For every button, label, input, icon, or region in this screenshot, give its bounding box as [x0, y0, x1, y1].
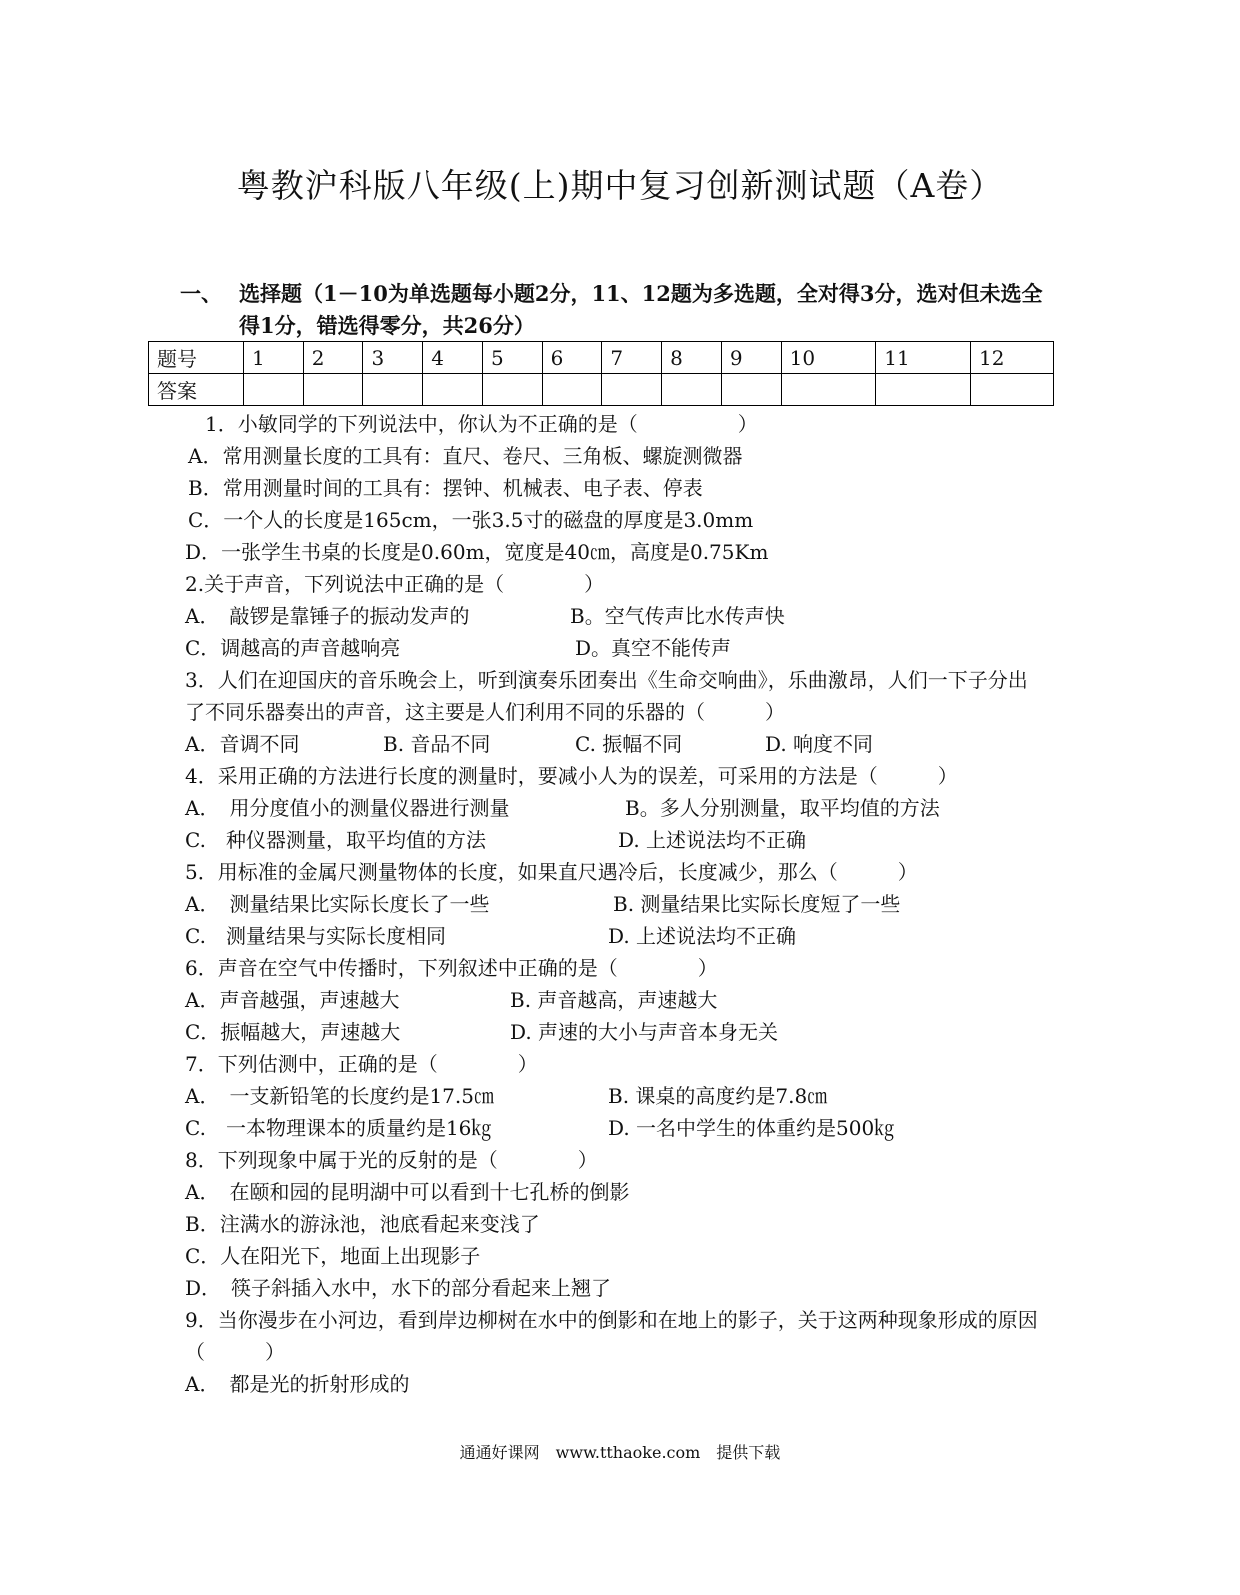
question-number-cell: 10: [781, 342, 876, 374]
question-7-option-d: D. 一名中学生的体重约是500㎏: [608, 1116, 895, 1140]
answer-cell[interactable]: [303, 374, 363, 406]
question-number-cell: 3: [363, 342, 423, 374]
question-number-cell: 11: [876, 342, 971, 374]
answer-cell[interactable]: [662, 374, 722, 406]
question-3-option-a: A．音调不同: [185, 732, 300, 756]
question-6-option-c: C．振幅越大，声速越大: [185, 1020, 401, 1044]
answer-cell[interactable]: [244, 374, 304, 406]
question-8-option-c: C．人在阳光下，地面上出现影子: [185, 1244, 481, 1268]
page-title: 粤教沪科版八年级(上)期中复习创新测试题（A卷）: [236, 166, 1004, 205]
question-2-stem: 2.关于声音，下列说法中正确的是（ ）: [185, 572, 605, 596]
question-number-cell: 9: [721, 342, 781, 374]
question-8-option-a: A． 在颐和园的昆明湖中可以看到十七孔桥的倒影: [185, 1180, 630, 1204]
question-7-option-b: B. 课桌的高度约是7.8㎝: [608, 1084, 828, 1108]
question-1-option-a: A．常用测量长度的工具有：直尺、卷尺、三角板、螺旋测微器: [188, 444, 743, 468]
question-7-option-a: A． 一支新铅笔的长度约是17.5㎝: [185, 1084, 494, 1108]
question-7-stem: 7．下列估测中，正确的是（ ）: [185, 1052, 538, 1076]
section-heading-text: 选择题（1－10为单选题每小题2分，11、12题为多选题，全对得3分，选对但未选全得1分，错选得零分，共26分）: [239, 281, 1043, 338]
question-2-option-a: A． 敲锣是靠锤子的振动发声的: [185, 604, 470, 628]
question-number-cell: 1: [244, 342, 304, 374]
question-4-option-d: D. 上述说法均不正确: [618, 828, 807, 852]
question-number-cell: 8: [662, 342, 722, 374]
question-1-stem: 1．小敏同学的下列说法中，你认为不正确的是（ ）: [205, 412, 758, 436]
question-2-option-d: D。真空不能传声: [575, 636, 732, 660]
question-2-option-c: C．调越高的声音越响亮: [185, 636, 401, 660]
answer-cell[interactable]: [721, 374, 781, 406]
answer-cell[interactable]: [602, 374, 662, 406]
answer-cell[interactable]: [542, 374, 602, 406]
question-8-option-b: B．注满水的游泳池，池底看起来变浅了: [185, 1212, 540, 1236]
question-9-stem: 9．当你漫步在小河边，看到岸边柳树在水中的倒影和在地上的影子，关于这两种现象形成的原因（ ）: [185, 1308, 1038, 1364]
question-3-option-d: D. 响度不同: [765, 732, 874, 756]
answer-table-answer-row: [149, 374, 1054, 406]
page-footer: 通通好课网 www.tthaoke.com 提供下载: [459, 1443, 781, 1462]
row-label-number: 题号: [149, 342, 244, 374]
question-7-option-c: C. 一本物理课本的质量约是16㎏: [185, 1116, 492, 1140]
question-3-option-b: B. 音品不同: [383, 732, 491, 756]
question-6-option-d: D. 声速的大小与声音本身无关: [510, 1020, 779, 1044]
question-5-option-a: A． 测量结果比实际长度长了一些: [185, 892, 490, 916]
question-number-cell: 5: [482, 342, 542, 374]
question-1-option-b: B．常用测量时间的工具有：摆钟、机械表、电子表、停表: [188, 476, 703, 500]
question-4-option-c: C. 种仪器测量，取平均值的方法: [185, 828, 486, 852]
question-3-stem: 3．人们在迎国庆的音乐晚会上，听到演奏乐团奏出《生命交响曲》，乐曲激昂，人们一下子分出了不同乐器奏出的声音，这主要是人们利用不同的乐器的（ ）: [185, 668, 1028, 724]
question-3-option-c: C. 振幅不同: [575, 732, 683, 756]
answer-table-number-row: [149, 342, 1054, 374]
question-6-option-a: A．声音越强，声速越大: [185, 988, 400, 1012]
question-8-option-d: D． 筷子斜插入水中，水下的部分看起来上翘了: [185, 1276, 612, 1300]
question-number-cell: 4: [423, 342, 483, 374]
question-2-option-b: B。空气传声比水传声快: [570, 604, 785, 628]
section-number: 一、: [180, 281, 222, 306]
question-4-option-b: B。多人分别测量，取平均值的方法: [625, 796, 940, 820]
question-number-cell: 6: [542, 342, 602, 374]
question-6-option-b: B. 声音越高，声速越大: [510, 988, 718, 1012]
answer-cell[interactable]: [876, 374, 971, 406]
answer-cell[interactable]: [781, 374, 876, 406]
answer-cell[interactable]: [971, 374, 1054, 406]
question-number-cell: 2: [303, 342, 363, 374]
question-6-stem: 6．声音在空气中传播时，下列叙述中正确的是（ ）: [185, 956, 718, 980]
question-1-option-d: D．一张学生书桌的长度是0.60m，宽度是40㎝，高度是0.75Km: [185, 540, 769, 564]
answer-cell[interactable]: [423, 374, 483, 406]
answer-table: [148, 341, 1054, 406]
question-number-cell: 7: [602, 342, 662, 374]
answer-cell[interactable]: [363, 374, 423, 406]
question-4-option-a: A． 用分度值小的测量仪器进行测量: [185, 796, 510, 820]
answer-cell[interactable]: [482, 374, 542, 406]
question-5-stem: 5．用标准的金属尺测量物体的长度，如果直尺遇冷后，长度减少，那么（ ）: [185, 860, 918, 884]
question-1-option-c: C．一个人的长度是165cm，一张3.5寸的磁盘的厚度是3.0mm: [188, 508, 754, 532]
question-number-cell: 12: [971, 342, 1054, 374]
row-label-answer: 答案: [149, 374, 244, 406]
question-4-stem: 4．采用正确的方法进行长度的测量时，要减小人为的误差，可采用的方法是（ ）: [185, 764, 958, 788]
question-5-option-d: D. 上述说法均不正确: [608, 924, 797, 948]
question-5-option-c: C. 测量结果与实际长度相同: [185, 924, 446, 948]
question-8-stem: 8．下列现象中属于光的反射的是（ ）: [185, 1148, 598, 1172]
question-9-option-a: A． 都是光的折射形成的: [185, 1372, 410, 1396]
question-5-option-b: B. 测量结果比实际长度短了一些: [613, 892, 901, 916]
